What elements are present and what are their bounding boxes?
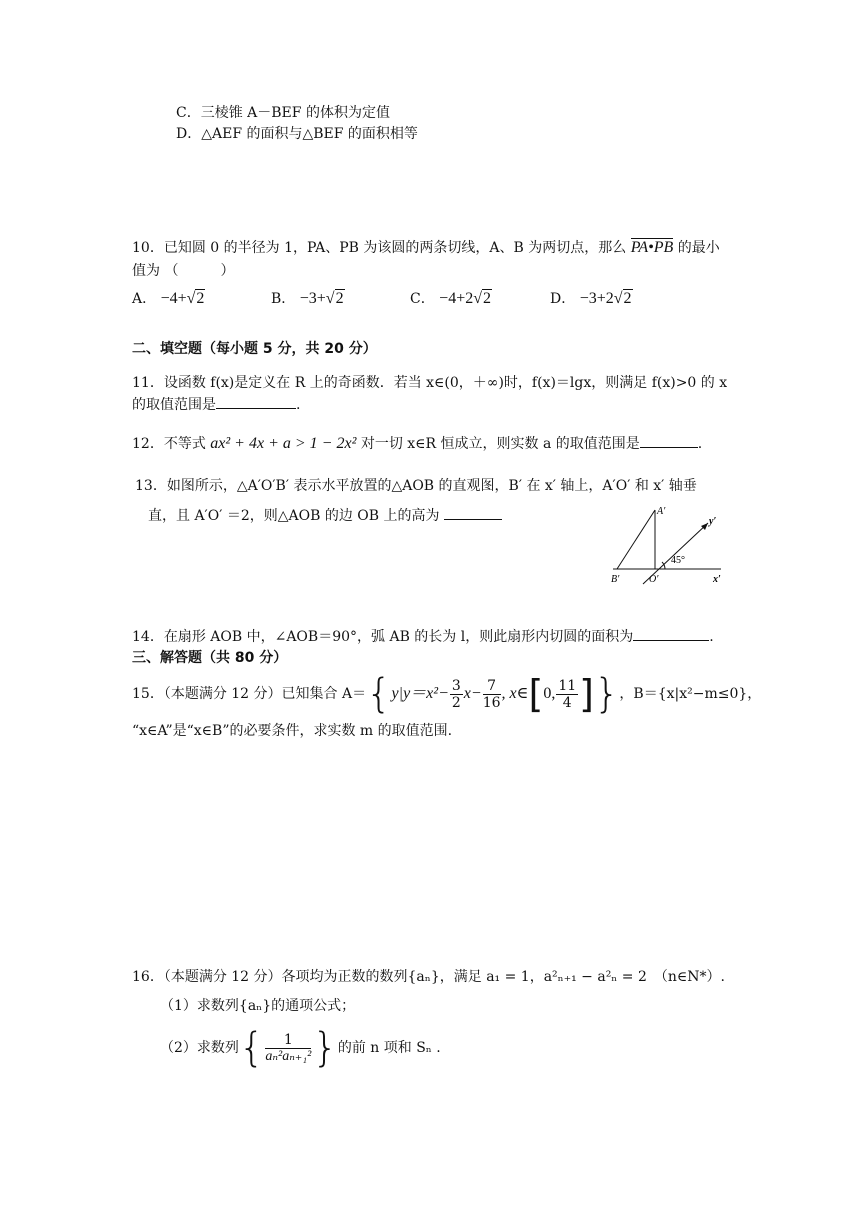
q16-line1: 16．（本题满分 12 分）各项均为正数的数列{aₙ}，满足 a₁ = 1，a²ₙ₊₁ − a²ₙ = 2 （n∈N*）.	[132, 969, 725, 985]
q16-open-brace: {	[238, 1025, 265, 1071]
q15-set-var: y	[391, 685, 399, 702]
q15-fraction-11-4: $\frac{11}{4}$	[558, 677, 577, 711]
q10-option-b	[271, 289, 345, 309]
q10-option-b-label: B．	[271, 291, 296, 307]
q10-option-a-label: A．	[132, 291, 157, 307]
q16-fraction: $\frac{1}{\text{aₙ²aₙ₊₁²}}$	[265, 1031, 312, 1064]
q15-fraction-3-2: $\frac{3}{2}$	[451, 677, 461, 711]
q14-line: 14．在扇形 AOB 中，∠AOB＝90°，弧 AB 的长为 l，则此扇形内切圆的面积为 .	[132, 626, 714, 647]
q12-text: 对一切 x∈R 恒成立，则实数 a 的取值范围是	[360, 436, 640, 452]
q11-line2: 的取值范围是 .	[132, 394, 300, 415]
q12-line: 12．不等式 ax² + 4x + a > 1 − 2x² 对一切 x∈R 恒成立，则实数 a 的取值范围是 .	[132, 435, 703, 452]
q15-line2: “x∈A”是“x∈B”的必要条件，求实数 m 的取值范围.	[132, 723, 453, 739]
q15-interval-left: 0,	[543, 685, 556, 702]
q15-fraction-7-16: $\frac{7}{16}$	[482, 677, 501, 711]
q10-stem-line2: 值为 （ ）	[132, 263, 235, 279]
q11-answer-blank[interactable]	[216, 394, 296, 409]
q13-line2-text: 直，且 A′O′ ＝2，则△AOB 的边 OB 上的高为	[148, 508, 440, 524]
q10-option-c	[410, 289, 492, 309]
q14-answer-blank[interactable]	[633, 626, 709, 641]
label-o: O′	[649, 574, 659, 585]
q15-set-b: ，B＝{x|x²−m≤0}，	[619, 686, 762, 702]
q11-line1: 11．设函数 f(x)是定义在 R 上的奇函数．若当 x∈(0，＋∞)时，f(x)＝lgx，则满足 f(x)>0 的 x	[132, 375, 728, 391]
q15-line1: 15．（本题满分 12 分）已知集合 A＝{y|y＝x²− $\frac{3}{2}$ x− $\frac{7}{16}$ , x∈[0, $\frac{11}{4}$ ]}，B＝{x|x²−m≤0}，	[132, 671, 762, 717]
q10-vector-product: PA•PB	[630, 239, 674, 256]
q10-option-c-label: C．	[410, 291, 435, 307]
q15-prefix: 15．（本题满分 12 分）已知集合 A＝	[132, 686, 367, 702]
q12-prefix: 12．不等式	[132, 436, 206, 452]
q15-close-brace: }	[593, 671, 620, 717]
q10-option-d-label: D．	[550, 291, 576, 307]
section-heading-fill-in: 二、填空题（每小题 5 分，共 20 分）	[132, 341, 377, 357]
q16-part1: （1）求数列{aₙ}的通项公式；	[160, 998, 356, 1014]
q16-part2	[160, 1024, 441, 1072]
q15-open-bracket: [	[528, 672, 544, 716]
label-a: A′	[657, 506, 666, 517]
q9-option-c: C．三棱锥 A－BEF 的体积为定值	[176, 105, 390, 121]
q10-option-c-value: −4+2√2	[439, 290, 491, 307]
q13-answer-blank[interactable]	[444, 505, 502, 520]
section-heading-solutions: 三、解答题（共 80 分）	[132, 650, 288, 666]
q13-line1: 13．如图所示，△A′O′B′ 表示水平放置的△AOB 的直观图，B′ 在 x′ 轴上，A′O′ 和 x′ 轴垂	[135, 478, 697, 494]
q10-option-d	[550, 289, 633, 309]
label-angle: 45°	[671, 555, 685, 566]
q16-part2-suffix: 的前 n 项和 Sₙ .	[337, 1040, 441, 1056]
q15-set-expr3: , x∈	[501, 685, 529, 702]
q12-answer-blank[interactable]	[640, 433, 698, 448]
q11-line2-text: 的取值范围是	[132, 397, 216, 413]
q10-option-a	[132, 289, 205, 309]
label-x: x′	[713, 574, 721, 585]
q13-line2	[148, 505, 502, 526]
label-b: B′	[611, 574, 620, 585]
q13-figure	[605, 500, 735, 590]
q10-option-d-value: −3+2√2	[579, 290, 632, 307]
q12-inequality: ax² + 4x + a > 1 − 2x²	[210, 435, 357, 452]
q9-option-d: D．△AEF 的面积与△BEF 的面积相等	[176, 126, 418, 142]
q15-open-brace: {	[366, 671, 392, 717]
q16-close-brace: }	[312, 1025, 338, 1071]
q10-option-a-value: −4+√2	[160, 290, 205, 307]
q10-option-b-value: −3+√2	[299, 290, 344, 307]
q16-part2-prefix: （2）求数列	[160, 1040, 239, 1056]
q15-close-bracket: ]	[579, 672, 594, 716]
label-y: y′	[709, 516, 717, 527]
q15-set-expr2: x−	[463, 685, 482, 702]
segment-a-b	[617, 510, 655, 569]
q15-set-expr: y＝x²−	[403, 685, 449, 702]
q10-stem-text: 10．已知圆 0 的半径为 1，PA、PB 为该圆的两条切线，A、B 为两切点，那么	[132, 240, 627, 256]
q10-stem	[132, 238, 720, 258]
q10-stem-tail: 的最小	[677, 240, 720, 256]
q14-text: 14．在扇形 AOB 中，∠AOB＝90°，弧 AB 的长为 l，则此扇形内切圆的面积为	[132, 629, 634, 645]
